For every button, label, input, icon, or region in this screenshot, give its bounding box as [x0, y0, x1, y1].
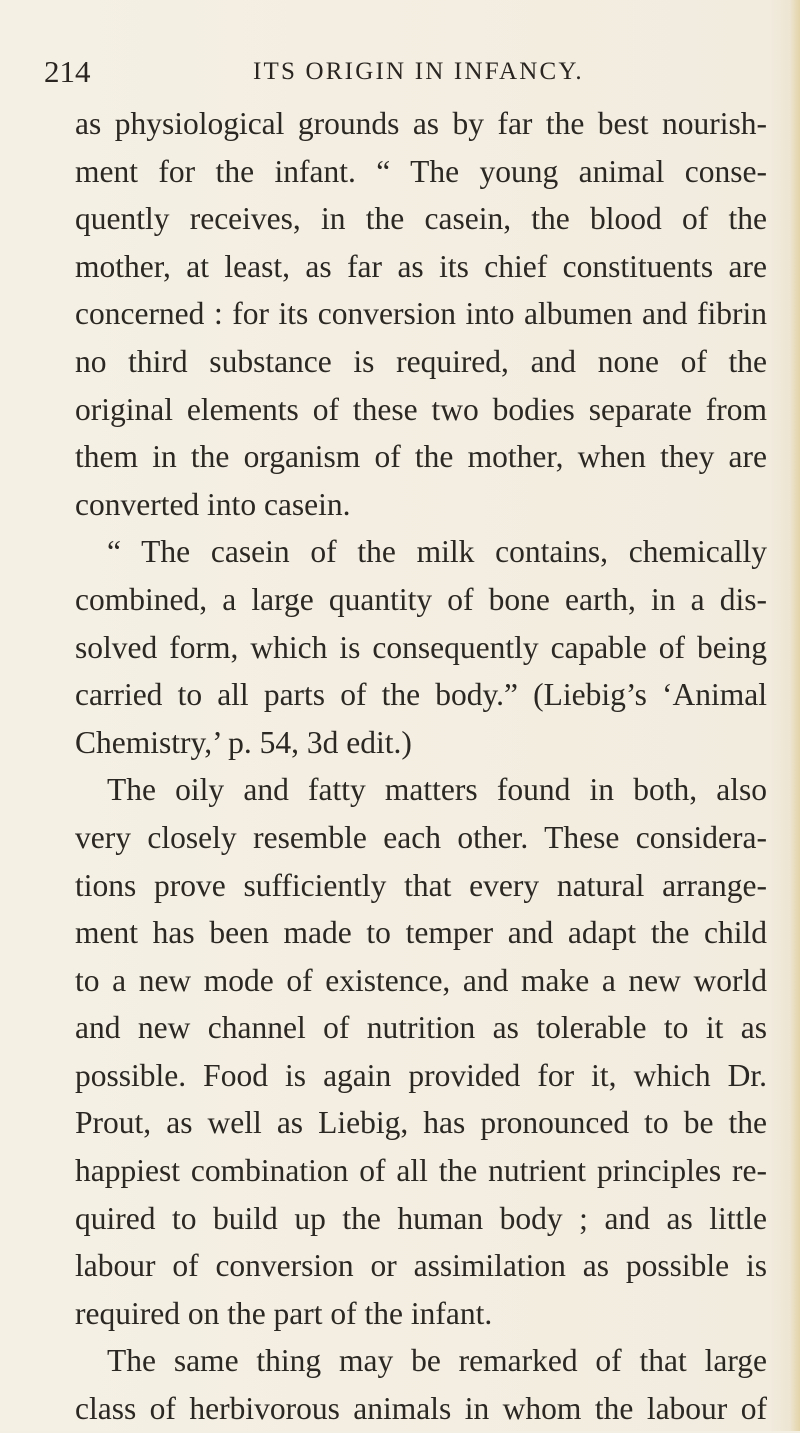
- text-line: ment has been made to temper and adapt the child: [75, 915, 767, 951]
- text-line: as physiological grounds as by far the best nourish-: [75, 106, 767, 141]
- text-line: concerned : for its conversion into albumen and fibrin: [75, 296, 767, 332]
- text-line: possible. Food is again provided for it, which Dr.: [75, 1057, 767, 1093]
- text-line: and new channel of nutrition as tolerable to it as: [75, 1010, 767, 1046]
- text-line: labour of conversion or assimilation as possible is: [75, 1248, 767, 1284]
- text-line: required on the part of the infant.: [75, 1295, 493, 1331]
- text-line: carried to all parts of the body.” (Liebig’s ‘Animal: [75, 677, 767, 713]
- text-line: to a new mode of existence, and make a new world: [75, 962, 767, 998]
- page-edge-shadow: [790, 0, 800, 1431]
- text-line: class of herbivorous animals in whom the labour of: [75, 1391, 767, 1427]
- text-line: them in the organism of the mother, when they are: [75, 439, 767, 475]
- text-line: very closely resemble each other. These considera-: [75, 819, 767, 855]
- text-line: “ The casein of the milk contains, chemically: [107, 534, 767, 570]
- text-line: mother, at least, as far as its chief constituents are: [75, 248, 767, 284]
- text-line: The same thing may be remarked of that large: [107, 1343, 767, 1379]
- text-line: converted into casein.: [75, 486, 351, 522]
- text-line: ment for the infant. “ The young animal conse-: [75, 153, 767, 189]
- text-line: quently receives, in the casein, the blood of the: [75, 201, 767, 237]
- text-line: The oily and fatty matters found in both, also: [107, 772, 767, 808]
- text-line: Chemistry,’ p. 54, 3d edit.): [75, 724, 412, 760]
- running-head: [0, 52, 800, 96]
- text-line: combined, a large quantity of bone earth, in a dis-: [75, 581, 767, 617]
- text-line: quired to build up the human body ; and as little: [75, 1200, 767, 1236]
- page-number: 214: [44, 54, 91, 89]
- text-line: Prout, as well as Liebig, has pronounced to be the: [75, 1105, 767, 1141]
- text-line: original elements of these two bodies separate from: [75, 391, 767, 427]
- text-line: no third substance is required, and none of the: [75, 343, 767, 379]
- text-line: solved form, which is consequently capable of being: [75, 629, 767, 665]
- text-line: happiest combination of all the nutrient principles re-: [75, 1153, 767, 1189]
- body-text: [75, 100, 767, 1433]
- page-header-title: ITS ORIGIN IN INFANCY.: [253, 58, 584, 85]
- text-line: tions prove sufficiently that every natural arrange-: [75, 867, 767, 903]
